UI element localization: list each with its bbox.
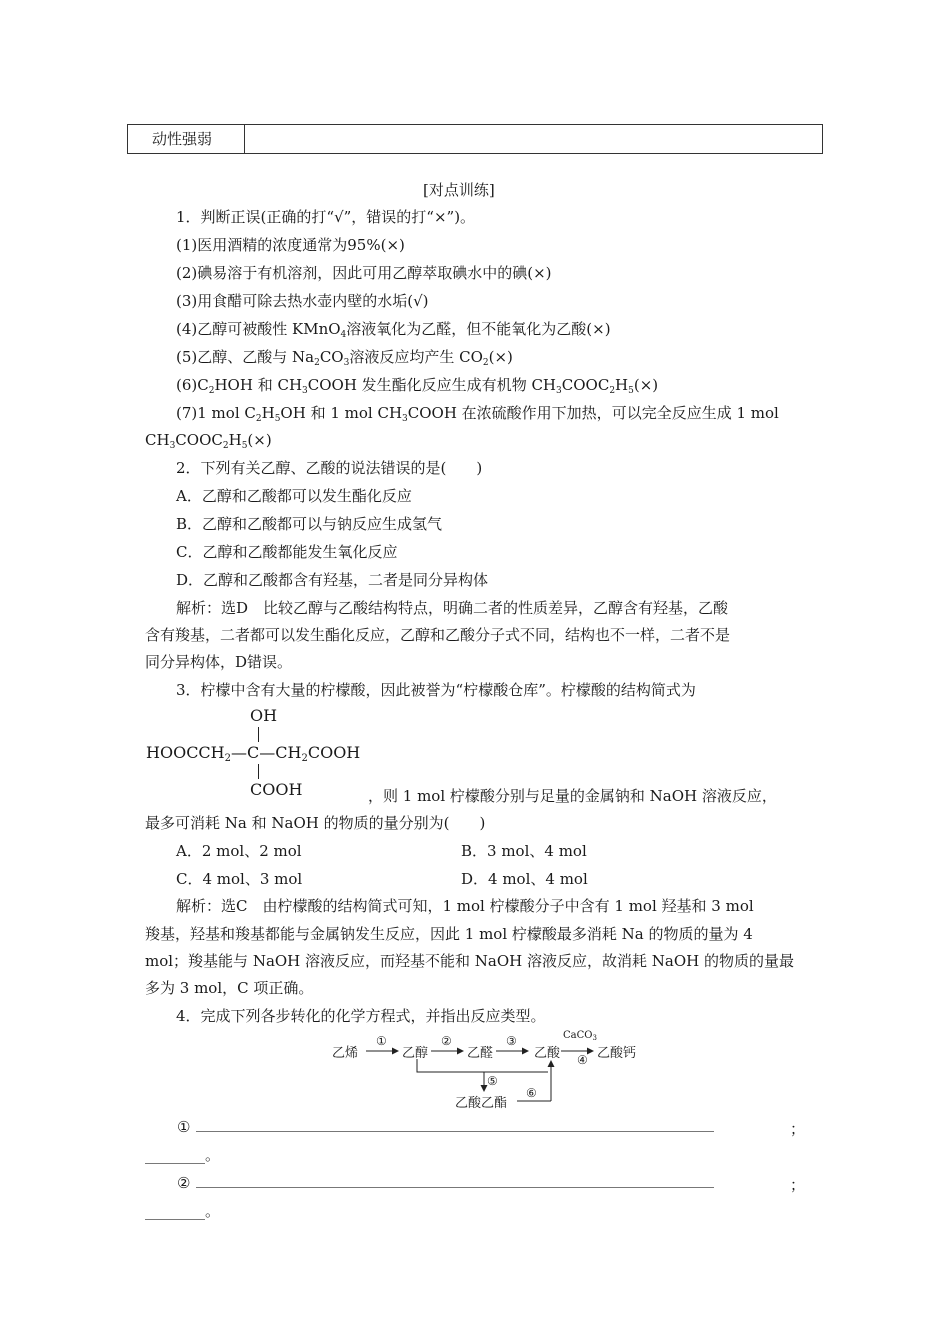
q1-item-3: (3)用食醋可除去热水壶内壁的水垢(√): [176, 292, 429, 310]
q1-item-7-part: COOC: [175, 431, 223, 449]
q1-item-7-part: H: [261, 404, 275, 422]
q3-stem-continued: ，则 1 mol 柠檬酸分别与足量的金属钠和 NaOH 溶液反应，: [368, 787, 777, 805]
answer-2-blank[interactable]: [196, 1187, 714, 1188]
q2-option-c: C．乙醇和乙酸都能发生氧化反应: [176, 543, 398, 561]
structure-cooh: COOH: [250, 780, 303, 799]
subscript: 2: [301, 753, 308, 764]
subscript: 3: [592, 1034, 597, 1042]
subscript: 5: [274, 414, 281, 424]
q2-option-b: B．乙醇和乙酸都可以与钠反应生成氢气: [176, 515, 443, 533]
q1-item-7-part: OH 和 1 mol CH: [280, 404, 403, 422]
answer-2-separator: ；: [790, 1176, 806, 1194]
subscript: 2: [255, 414, 262, 424]
subscript: 5: [628, 386, 634, 396]
q1-item-5-part: CO: [319, 348, 344, 366]
q3-stem: 3．柠檬中含有大量的柠檬酸，因此被誉为“柠檬酸仓库”。柠檬酸的结构简式为: [176, 681, 696, 699]
table-cell-text: 动性强弱: [152, 130, 213, 148]
q2-option-d: D．乙醇和乙酸都含有羟基，二者是同分异构体: [176, 571, 489, 589]
node-ethanol: 乙醇: [402, 1046, 429, 1061]
step-label: ⑥: [526, 1086, 537, 1100]
subscript: 3: [343, 358, 350, 368]
node-acetic-acid: 乙酸: [534, 1046, 561, 1061]
q3-option-c: C．4 mol、3 mol: [176, 870, 303, 888]
q1-item-7-part: (7)1 mol C: [176, 404, 256, 422]
q1-item-7-part: COOH 在浓硫酸作用下加热，可以完全反应生成 1 mol: [407, 404, 779, 422]
subscript: 2: [208, 386, 215, 396]
q1-item-7-part: H: [228, 431, 242, 449]
q2-analysis-line: 解析：选D 比较乙醇与乙酸结构特点，明确二者的性质差异，乙醇含有羟基，乙酸: [176, 599, 729, 617]
table-cell: [128, 125, 245, 153]
q1-item-7-line1: [176, 403, 779, 423]
q1-item-5: [176, 347, 513, 367]
subscript: 2: [482, 358, 489, 368]
subscript: 5: [241, 441, 248, 451]
answer-1-blank[interactable]: [196, 1131, 714, 1132]
node-ethyl-acetate: 乙酸乙酯: [455, 1096, 508, 1111]
q3-analysis-line: mol；羧基能与 NaOH 溶液反应，而羟基不能和 NaOH 溶液反应，故消耗 NaOH 的物质的量最: [145, 952, 795, 970]
structure-dash: —: [231, 743, 247, 762]
reagent-text: CaCO: [563, 1030, 593, 1041]
answer-2-number: ②: [177, 1174, 191, 1192]
structure-bond-bottom: [258, 764, 259, 779]
q3-analysis-line: 多为 3 mol，C 项正确。: [145, 979, 314, 997]
q3-option-a: A．2 mol、2 mol: [176, 842, 302, 860]
subscript: 2: [609, 386, 616, 396]
q1-item-6: [176, 375, 658, 395]
step-label: ③: [506, 1034, 517, 1048]
answer-1-number: ①: [177, 1118, 191, 1136]
q1-item-5-part: 溶液反应均产生 CO: [349, 348, 483, 366]
q2-option-a: A．乙醇和乙酸都可以发生酯化反应: [176, 487, 412, 505]
q1-item-4-part: 溶液氧化为乙醛，但不能氧化为乙酸(×): [346, 320, 611, 338]
q1-item-6-part: H: [615, 376, 629, 394]
q1-item-5-part: (5)乙醇、乙酸与 Na: [176, 348, 315, 366]
q3-analysis-line: 羧基，羟基和羧基都能与金属钠发生反应，因此 1 mol 柠檬酸最多消耗 Na 的物质的量为 4: [145, 925, 753, 943]
subscript: 3: [302, 386, 308, 396]
structure-main-chain: [146, 743, 360, 764]
subscript: 2: [314, 358, 320, 368]
structure-right-pre: —CH: [259, 743, 302, 762]
q1-item-7-line2: [145, 430, 272, 450]
q4-stem: 4．完成下列各步转化的化学方程式，并指出反应类型。: [176, 1007, 546, 1025]
reagent-label: [563, 1030, 597, 1042]
q1-item-4-part: (4)乙醇可被酸性 KMnO: [176, 320, 341, 338]
node-ethylene: 乙烯: [332, 1046, 359, 1061]
structure-center-carbon: C: [247, 743, 260, 762]
q1-item-6-part: (×): [633, 376, 659, 394]
q3-stem-end: 最多可消耗 Na 和 NaOH 的物质的量分别为( ): [145, 814, 486, 832]
subscript: 4: [340, 330, 347, 340]
step-label: ④: [577, 1053, 588, 1067]
conversion-diagram: [330, 1030, 660, 1110]
subscript: 3: [402, 414, 408, 424]
q1-item-6-part: HOH 和 CH: [214, 376, 303, 394]
subscript: 3: [556, 386, 562, 396]
property-table: [127, 124, 823, 154]
answer-1-type-blank[interactable]: ________。: [145, 1146, 221, 1164]
q1-item-5-part: (×): [488, 348, 513, 366]
subscript: 3: [169, 441, 176, 451]
q1-stem: 1．判断正误(正确的打“√”，错误的打“×”)。: [176, 208, 476, 226]
structure-left-group: HOOCCH: [146, 743, 225, 762]
q1-item-1: (1)医用酒精的浓度通常为95%(×): [176, 236, 405, 254]
q1-item-6-part: COOC: [561, 376, 610, 394]
q3-option-d: D．4 mol、4 mol: [461, 870, 588, 888]
q1-item-7-part: (×): [247, 431, 272, 449]
answer-1-separator: ；: [790, 1120, 806, 1138]
answer-2-type-blank[interactable]: ________。: [145, 1202, 221, 1220]
step-label: ①: [376, 1034, 387, 1048]
subscript: 2: [224, 753, 231, 764]
section-title: [对点训练]: [423, 181, 495, 199]
q1-item-6-part: (6)C: [176, 376, 209, 394]
q1-item-4: [176, 319, 611, 339]
q2-analysis-line: 同分异构体，D错误。: [145, 653, 293, 671]
q1-item-7-part: CH: [145, 431, 170, 449]
q2-stem: 2．下列有关乙醇、乙酸的说法错误的是( ): [176, 459, 483, 477]
node-acetaldehyde: 乙醛: [467, 1046, 494, 1061]
node-calcium-acetate: 乙酸钙: [597, 1046, 637, 1061]
q1-item-2: (2)碘易溶于有机溶剂，因此可用乙醇萃取碘水中的碘(×): [176, 264, 552, 282]
q2-analysis-line: 含有羧基，二者都可以发生酯化反应，乙醇和乙酸分子式不同，结构也不一样，二者不是: [145, 626, 731, 644]
structure-bond-top: [258, 727, 259, 742]
subscript: 2: [222, 441, 229, 451]
structure-oh: OH: [250, 706, 278, 725]
step-label: ②: [441, 1034, 452, 1048]
structure-right-post: COOH: [307, 743, 361, 762]
q3-option-b: B．3 mol、4 mol: [461, 842, 587, 860]
step-label: ⑤: [487, 1074, 498, 1088]
q3-analysis-line: 解析：选C 由柠檬酸的结构简式可知，1 mol 柠檬酸分子中含有 1 mol 羟基和 3 mol: [176, 897, 754, 915]
q1-item-6-part: COOH 发生酯化反应生成有机物 CH: [307, 376, 557, 394]
